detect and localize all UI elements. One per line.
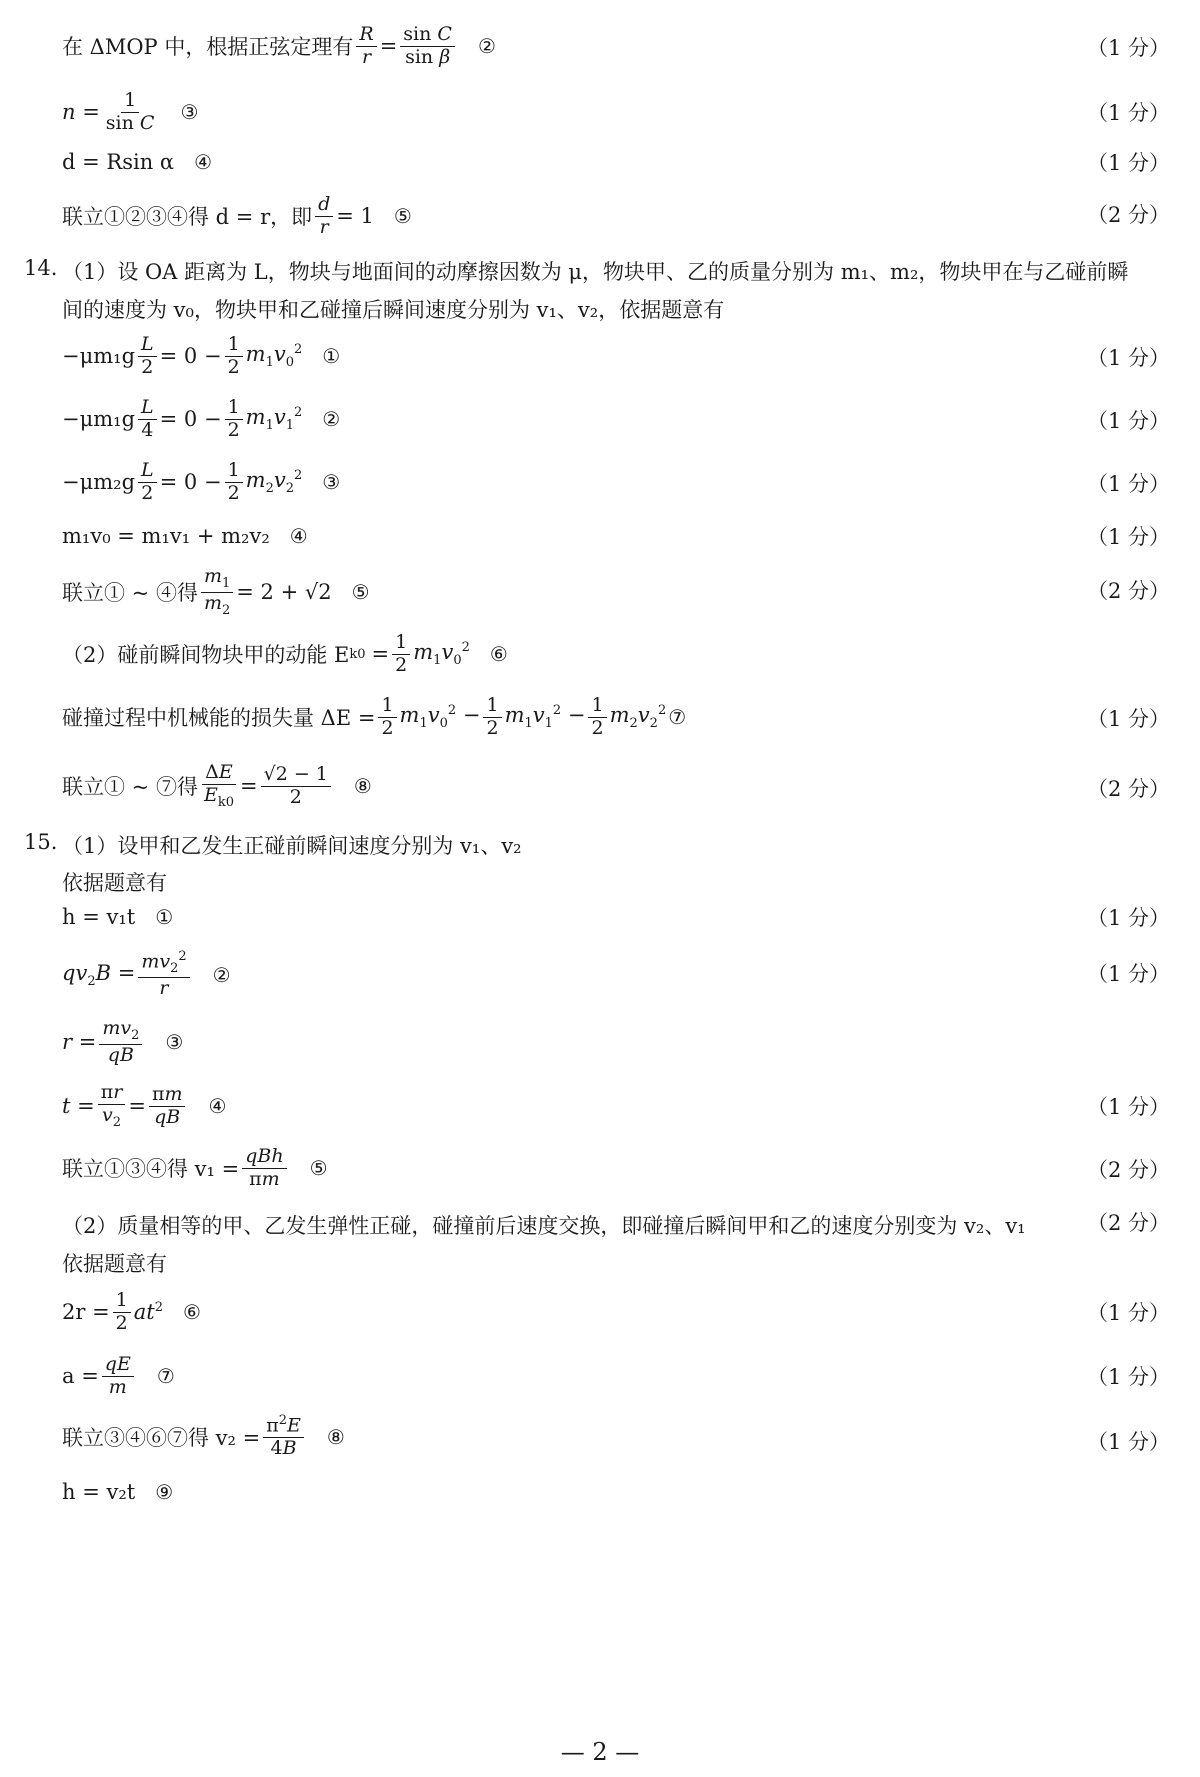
- equation-2: 在 ΔMOP 中，根据正弦定理有 $\frac{R}{r}$ = $\frac{\text{sin C}}{\text{sin β}}$ ②: [62, 23, 496, 68]
- q15-equation-3: r = $\frac{mv_2}{qB}$ ③: [62, 1017, 184, 1066]
- q14-equation-8: 联立① ~ ⑦得 $\frac{\Delta E}{E_{k0}}$ = $\frac{√2 - 1}{2}$ ⑧: [62, 761, 372, 810]
- q14-equation-6: （2）碰前瞬间物块甲的动能 E k0 = $\frac{1}{2}$ $m_1v_0^2$ ⑥: [62, 631, 508, 676]
- score-q15-part2: （2 分）: [1086, 1211, 1170, 1235]
- question-14-number: 14.: [24, 256, 58, 280]
- score-q15-eq7: （1 分）: [1086, 1365, 1170, 1389]
- page-number: — 2 —: [560, 1738, 640, 1766]
- score-eq5: （2 分）: [1086, 203, 1170, 227]
- q15-equation-7: a = $\frac{qE}{m}$ ⑦: [62, 1353, 175, 1398]
- score-q15-eq4: （1 分）: [1086, 1095, 1170, 1119]
- equation-4: d = Rsin α ④: [62, 150, 213, 174]
- score-q14-eq2: （1 分）: [1086, 409, 1170, 433]
- q14-intro-line2: 间的速度为 v₀，物块甲和乙碰撞后瞬间速度分别为 v₁、v₂，依据题意有: [62, 298, 725, 322]
- q15-equation-2: $qv_2B$ = $\frac{mv_2^2}{r}$ ②: [62, 949, 231, 1000]
- q15-equation-5: 联立①③④得 v₁ = $\frac{\text{qBh}}{\pi m}$ ⑤: [62, 1145, 328, 1190]
- q15-according-1: 依据题意有: [62, 871, 167, 895]
- q14-intro-line1: （1）设 OA 距离为 L，物块与地面间的动摩擦因数为 μ，物块甲、乙的质量分别为 m₁、m₂，物块甲在与乙碰前瞬: [62, 260, 1129, 284]
- equation-3: n = $\frac{1}{\text{sin C}}$ ③: [62, 89, 199, 134]
- q14-equation-7: 碰撞过程中机械能的损失量 ΔE = $\frac{1}{2}$ $m_1v_0^2$ − $\frac{1}{2}$ $m_1v_1^2$ − $\frac{1}{2}$ $m_2v_2^2$ ⑦: [62, 694, 687, 739]
- q15-equation-8: 联立③④⑥⑦得 v₂ = $\frac{\pi^2E}{4B}$ ⑧: [62, 1413, 345, 1460]
- question-15-number: 15.: [24, 830, 58, 854]
- q15-intro: （1）设甲和乙发生正碰前瞬间速度分别为 v₁、v₂: [62, 834, 522, 858]
- q14-equation-1: −μm₁g $\frac{L}{2}$ = 0 − $\frac{1}{2}$ $m_1v_0^2$ ①: [62, 333, 341, 378]
- score-q14-eq4: （1 分）: [1086, 525, 1170, 549]
- score-eq3: （1 分）: [1086, 101, 1170, 125]
- score-q15-eq2: （1 分）: [1086, 962, 1170, 986]
- score-q15-eq6: （1 分）: [1086, 1301, 1170, 1325]
- q15-equation-6: 2r = $\frac{1}{2}$ $at^2$ ⑥: [62, 1289, 201, 1334]
- score-q14-eq8: （2 分）: [1086, 777, 1170, 801]
- q14-equation-5: 联立① ~ ④得 $\frac{m_1}{m_2}$ = 2 + √2 ⑤: [62, 565, 370, 618]
- q15-equation-4: t = $\frac{\pi r}{v_2}$ = $\frac{\pi m}{qB}$ ④: [62, 1081, 227, 1130]
- score-q15-eq5: （2 分）: [1086, 1158, 1170, 1182]
- score-q14-eq5: （2 分）: [1086, 579, 1170, 603]
- score-q14-eq7: （1 分）: [1086, 707, 1170, 731]
- score-q15-eq1: （1 分）: [1086, 906, 1170, 930]
- score-q14-eq1: （1 分）: [1086, 346, 1170, 370]
- q15-part2-intro: （2）质量相等的甲、乙发生弹性正碰，碰撞前后速度交换，即碰撞后瞬间甲和乙的速度分别变为 v₂、v₁: [62, 1214, 1026, 1238]
- q15-equation-9: h = v₂t ⑨: [62, 1480, 174, 1504]
- score-q15-eq8: （1 分）: [1086, 1430, 1170, 1454]
- q14-equation-3: −μm₂g $\frac{L}{2}$ = 0 − $\frac{1}{2}$ $m_2v_2^2$ ③: [62, 459, 341, 504]
- score-eq4: （1 分）: [1086, 151, 1170, 175]
- score-q14-eq3: （1 分）: [1086, 472, 1170, 496]
- q14-equation-4: m₁v₀ = m₁v₁ + m₂v₂ ④: [62, 524, 308, 548]
- equation-5: 联立①②③④得 d = r，即 $\frac{d}{r}$ = 1 ⑤: [62, 193, 412, 238]
- q15-according-2: 依据题意有: [62, 1252, 167, 1276]
- q14-equation-2: −μm₁g $\frac{L}{4}$ = 0 − $\frac{1}{2}$ $m_1v_1^2$ ②: [62, 396, 341, 441]
- score-eq2: （1 分）: [1086, 36, 1170, 60]
- q15-equation-1: h = v₁t ①: [62, 905, 174, 929]
